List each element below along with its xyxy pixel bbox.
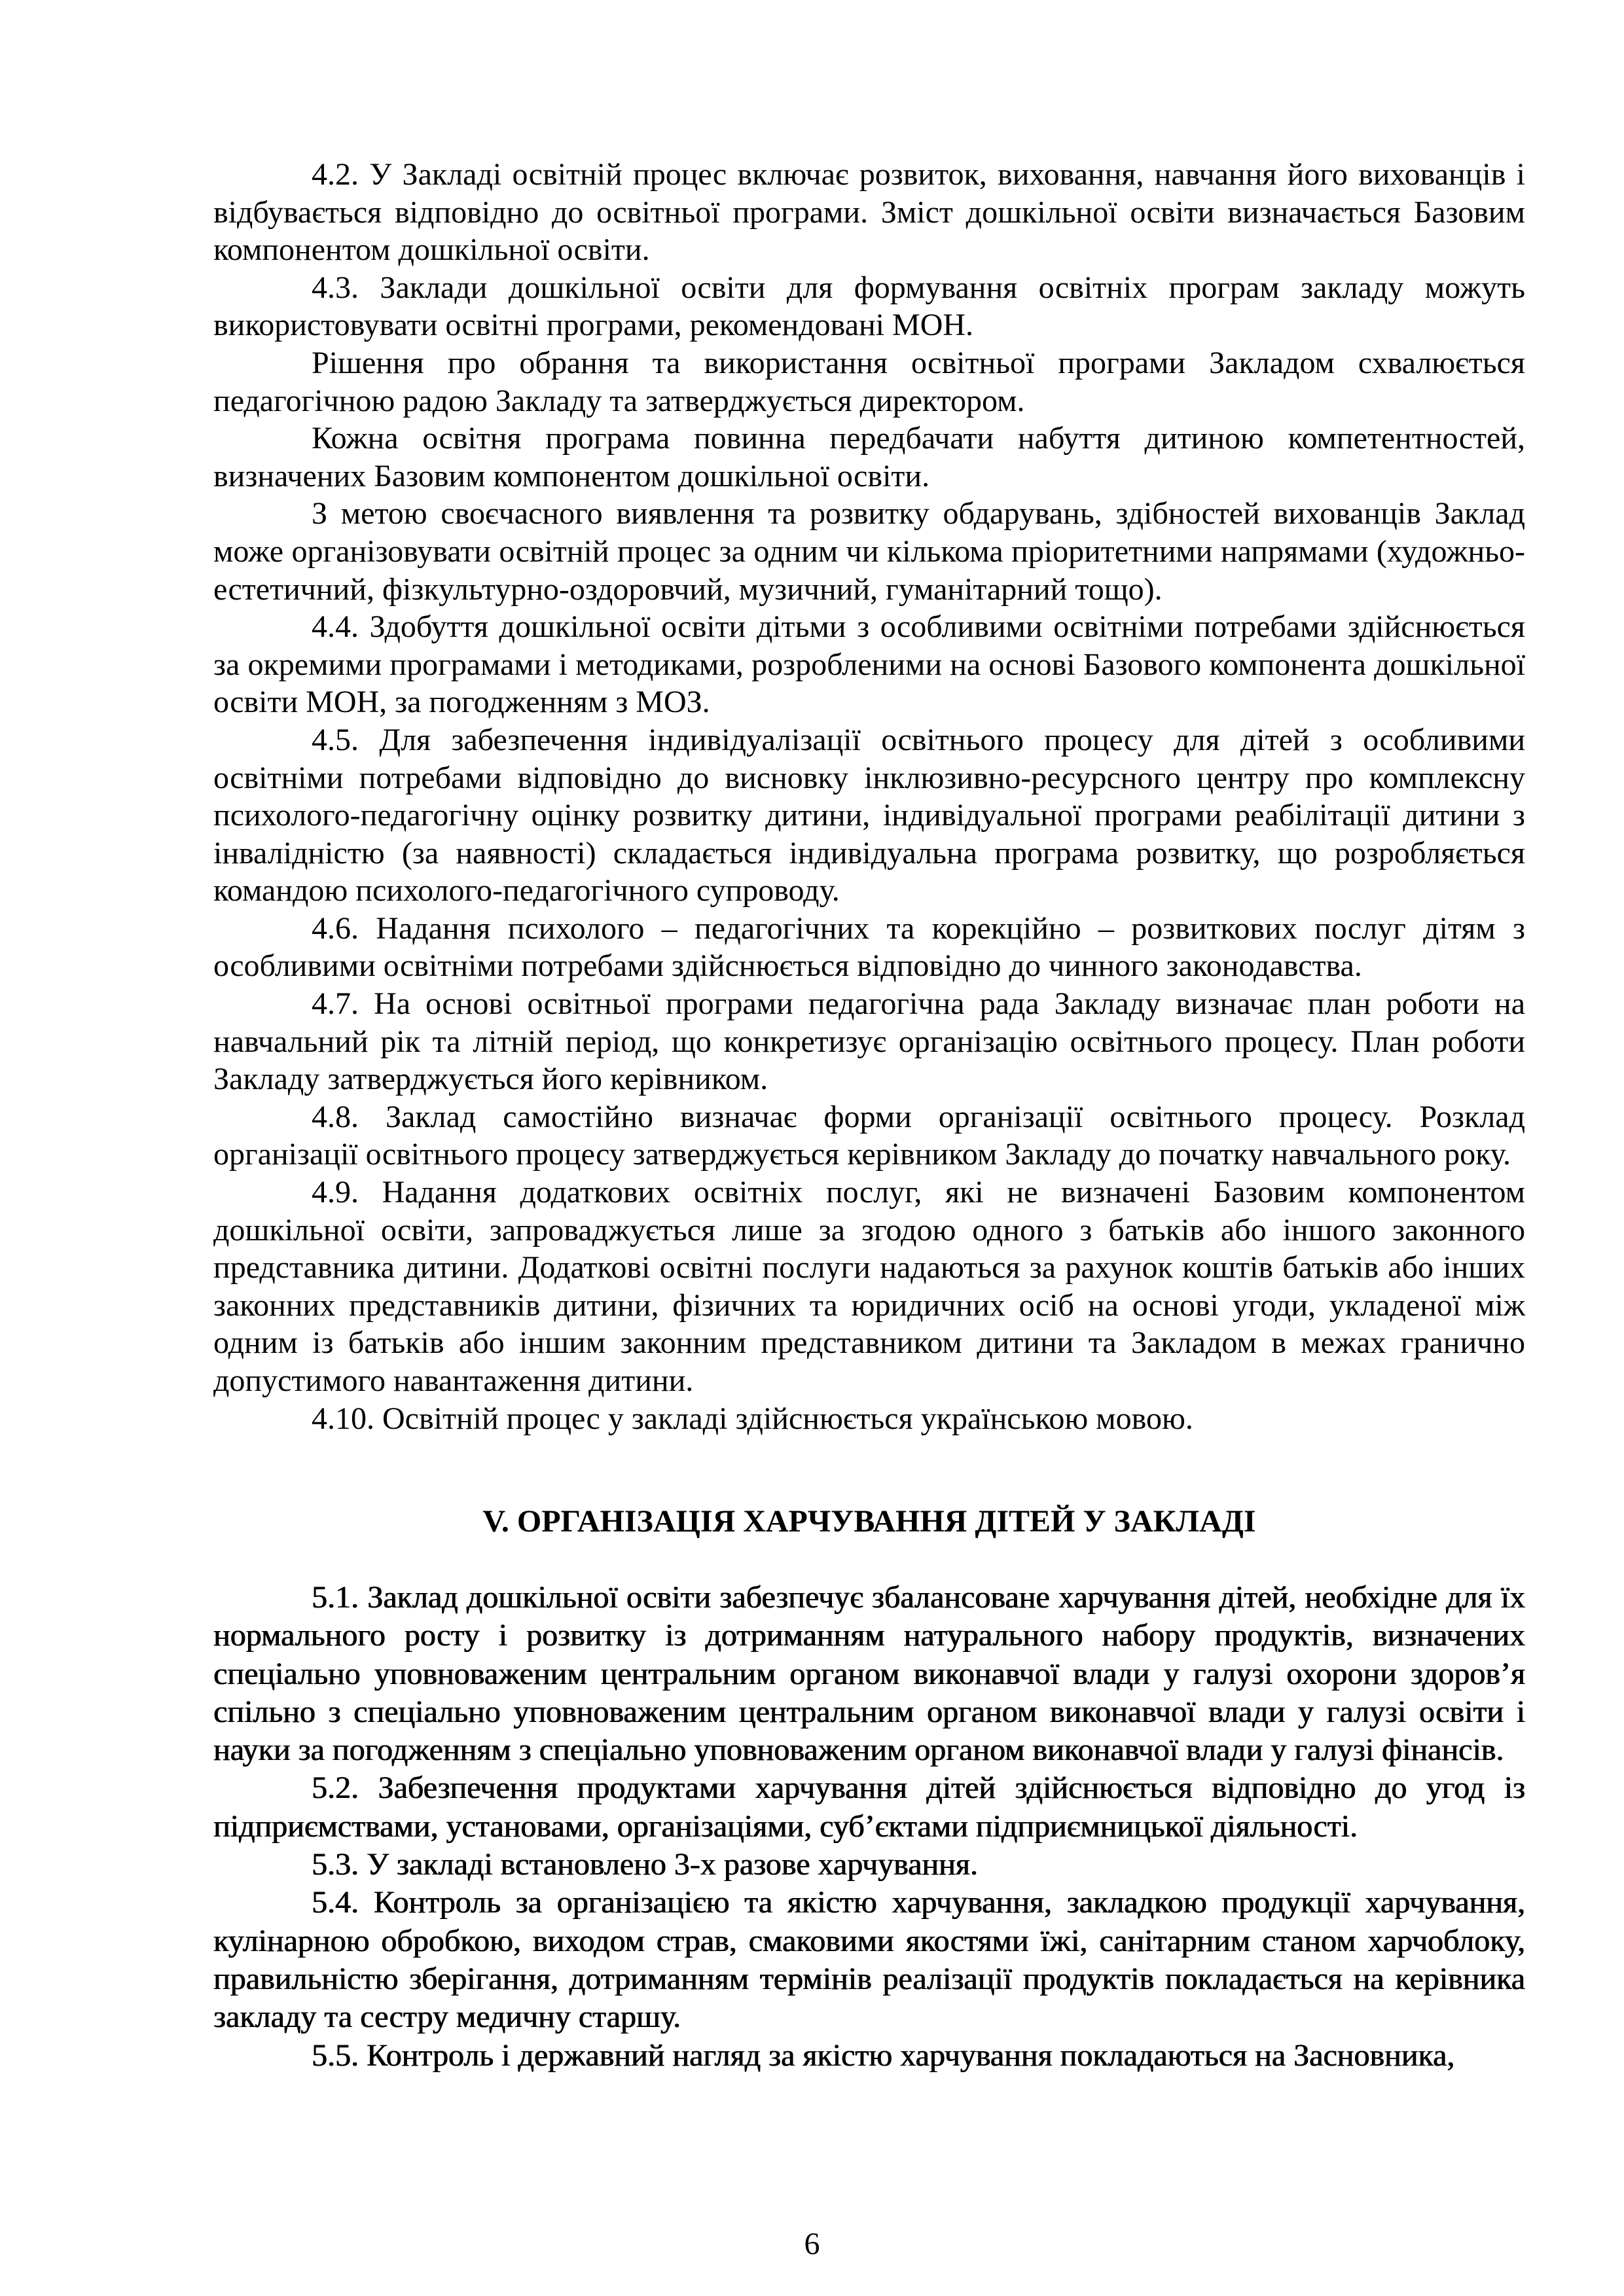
paragraph-4-5: 4.5. Для забезпечення індивідуалізації освітнього процесу для дітей з особливими освітніми потребами відповідно до висновку інклюзивно-ресурсного центру про комплексну психолого-педагогічну оцінку розвитку дитини, індивідуальної програми реабілітації дитини з інвалідністю (за наявності) складається індивідуальна програма розвитку, що розробляється командою психолого-педагогічного супроводу. [213,722,1525,908]
section-4-body [213,156,1525,1437]
paragraph-4-9: 4.9. Надання додаткових освітніх послуг, які не визначені Базовим компонентом дошкільної освіти, запроваджується лише за згодою одного з батьків або іншого законного представника дитини. Додаткові освітні послуги надаються за рахунок коштів батьків або інших законних представників дитини, фізичних та юридичних осіб на основі угоди, укладеної між одним із батьків або іншим законним представником дитини та Закладом в межах гранично допустимого навантаження дитини. [213,1175,1525,1398]
section-5-body [213,1579,1525,2075]
paragraph-5-5: 5.5. Контроль і державний нагляд за якістю харчування покладаються на Засновника, [312,2037,1455,2073]
paragraph-4-3: 4.3. Заклади дошкільної освіти для формування освітніх програм закладу можуть використовувати освітні програми, рекомендовані МОН. [213,270,1525,343]
paragraph-competencies: Кожна освітня програма повинна передбачати набуття дитиною компетентностей, визначених Базовим компонентом дошкільної освіти. [213,421,1525,493]
paragraph-4-2: 4.2. У Закладі освітній процес включає розвиток, виховання, навчання його вихованців і відбувається відповідно до освітньої програми. Зміст дошкільної освіти визначається Базовим компонентом дошкільної освіти. [213,157,1525,268]
paragraph-5-4: 5.4. Контроль за організацією та якістю харчування, закладкою продукції харчування, кулінарною обробкою, виходом страв, смаковими якостями їжі, санітарним станом харчоблоку, правильністю зберігання, дотриманням термінів реалізації продуктів покладається на керівника закладу та сестру медичну старшу. [213,1885,1525,2035]
paragraph-5-1: 5.1. Заклад дошкільної освіти забезпечує збалансоване харчування дітей, необхідне для їх нормального росту і розвитку із дотриманням натурального набору продуктів, визначених спеціально уповноваженим центральним органом виконавчої влади у галузі охорони здоров’я спільно з спеціально уповноваженим центральним органом виконавчої влади у галузі освіти і науки за погодженням з спеціально уповноваженим органом виконавчої влади у галузі фінансів. [213,1580,1525,1768]
paragraph-4-10: 4.10. Освітній процес у закладі здійснюється українською мовою. [312,1401,1193,1436]
paragraph-4-7: 4.7. На основі освітньої програми педагогічна рада Закладу визначає план роботи на навчальний рік та літній період, що конкретизує організацію освітнього процесу. План роботи Закладу затверджується його керівником. [213,986,1525,1097]
section-5-heading: V. ОРГАНІЗАЦІЯ ХАРЧУВАННЯ ДІТЕЙ У ЗАКЛАДІ [482,1504,1256,1539]
paragraph-4-4: 4.4. Здобуття дошкільної освіти дітьми з особливими освітніми потребами здійснюється за окремими програмами і методиками, розробленими на основі Базового компонента дошкільної освіти МОН, за погодженням з МОЗ. [213,609,1525,720]
paragraph-5-2: 5.2. Забезпечення продуктами харчування дітей здійснюється відповідно до угод із підприємствами, установами, організаціями, суб’єктами підприємницької діяльності. [213,1770,1525,1844]
paragraph-priority-directions: З метою своєчасного виявлення та розвитку обдарувань, здібностей вихованців Заклад може організовувати освітній процес за одним чи кількома пріоритетними напрямами (художньо-естетичний, фізкультурно-оздоровчий, музичний, гуманітарний тощо). [213,496,1525,607]
page-number: 6 [804,2227,820,2261]
paragraph-program-approval: Рішення про обрання та використання освітньої програми Закладом схвалюється педагогічною радою Закладу та затверджується директором. [213,345,1525,418]
paragraph-4-8: 4.8. Заклад самостійно визначає форми організації освітнього процесу. Розклад організації освітнього процесу затверджується керівником Закладу до початку навчального року. [213,1099,1525,1172]
paragraph-4-6: 4.6. Надання психолого – педагогічних та корекційно – розвиткових послуг дітям з особливими освітніми потребами здійснюється відповідно до чинного законодавства. [213,910,1525,984]
paragraph-5-3: 5.3. У закладі встановлено 3-х разове харчування. [312,1847,978,1882]
